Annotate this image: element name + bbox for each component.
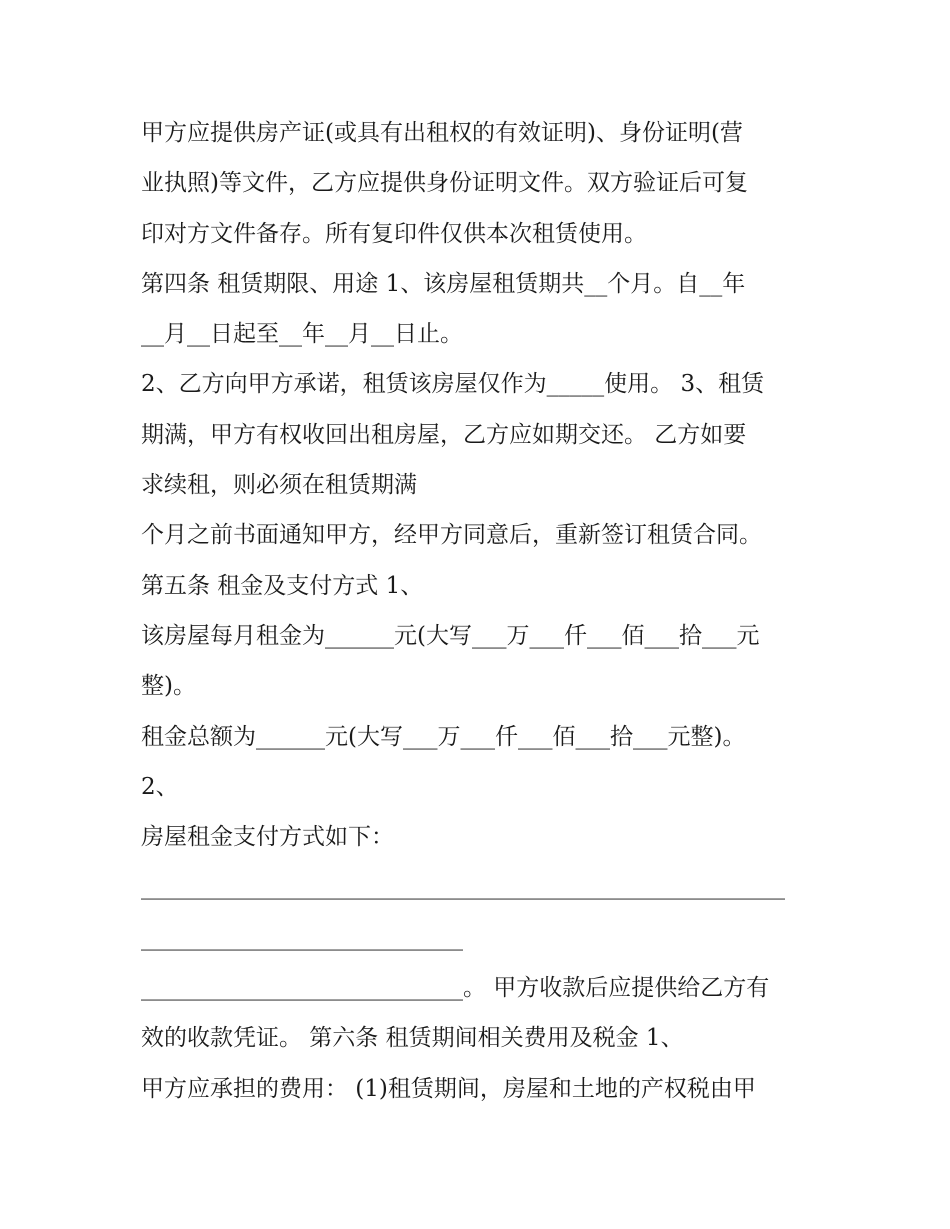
text-line: 甲方应提供房产证(或具有出租权的有效证明)、身份证明(营 [141, 120, 743, 146]
blank-fill-line: ________________________________________________________ [141, 874, 785, 901]
text-line: __月__日起至__年__月__日止。 [141, 321, 463, 348]
contract-body [141, 108, 811, 1114]
text-line: 个月之前书面通知甲方，经甲方同意后，重新签订租赁合同。 [141, 522, 762, 549]
monthly-rent-line: 该房屋每月租金为______元(大写___万___仟___佰___拾___元 [141, 622, 760, 649]
blank-fill-line: ____________________________ [141, 924, 463, 951]
article-6-heading-line: 效的收款凭证。 第六条 租赁期间相关费用及税金 1、 [141, 1025, 684, 1052]
article-5-heading-line: 第五条 租金及支付方式 1、 [141, 572, 424, 599]
text-line: 2、 [141, 773, 179, 800]
text-line: 整)。 [141, 673, 196, 700]
text-line: 业执照)等文件，乙方应提供身份证明文件。双方验证后可复 [141, 170, 748, 197]
text-line: 印对方文件备存。所有复印件仅供本次租赁使用。 [141, 220, 647, 247]
text-line: 2、乙方向甲方承诺，租赁该房屋仅作为_____使用。 3、租赁 [141, 371, 765, 398]
article-4-heading-line: 第四条 租赁期限、用途 1、该房屋租赁期共__个月。自__年 [141, 270, 746, 297]
text-line: 期满，甲方有权收回出租房屋，乙方应如期交还。 乙方如要 [141, 421, 747, 448]
total-rent-line: 租金总额为______元(大写___万___仟___佰___拾___元整)。 [141, 723, 746, 750]
text-line: 求续租，则必须在租赁期满 [141, 472, 417, 499]
text-line: ____________________________。 甲方收款后应提供给乙方有 [141, 975, 770, 1002]
text-line: 甲方应承担的费用： (1)租赁期间，房屋和土地的产权税由甲 [141, 1075, 756, 1102]
payment-method-line: 房屋租金支付方式如下： [141, 824, 394, 851]
